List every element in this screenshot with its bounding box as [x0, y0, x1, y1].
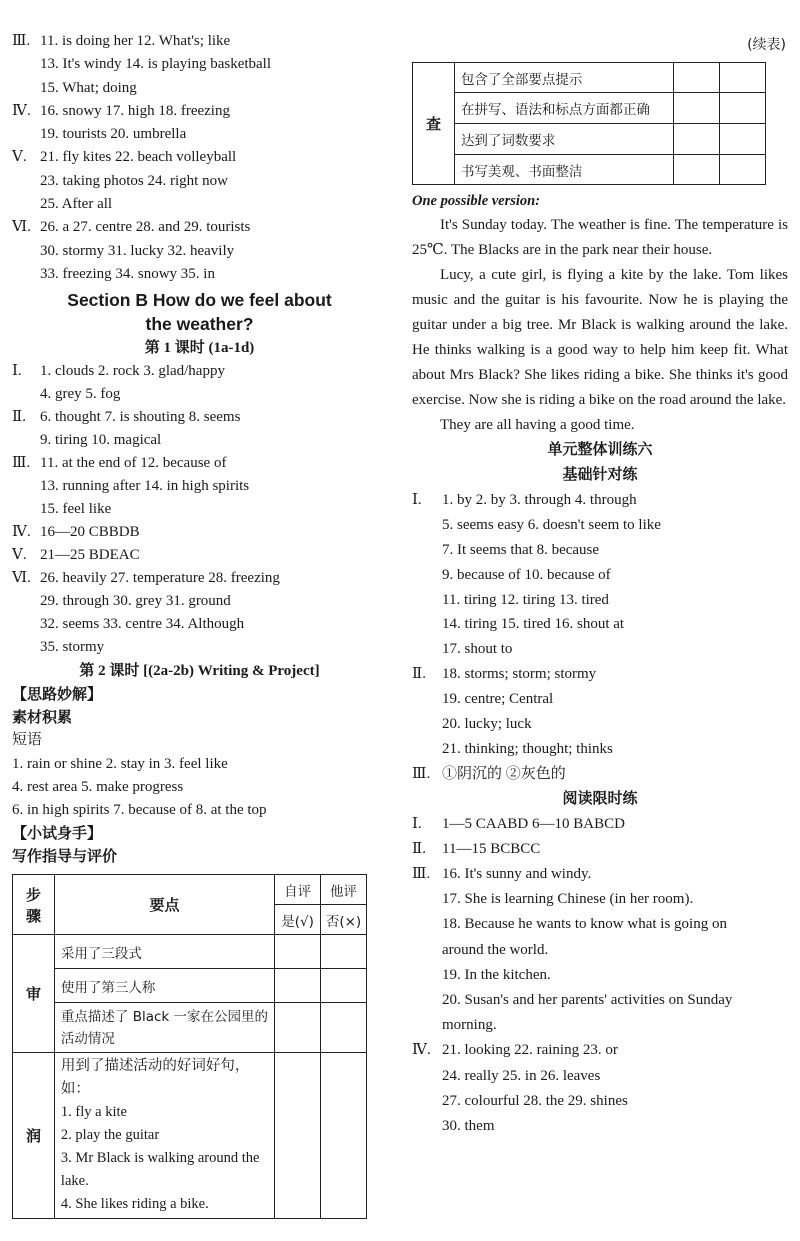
answer-line: [412, 1038, 788, 1063]
section-title-line-2: the weather?: [145, 314, 254, 335]
answer-text: 11—15 BCBCC: [442, 840, 541, 857]
answer-text: 9. tiring 10. magical: [40, 432, 162, 449]
answer-text: 9. because of 10. because of: [442, 566, 611, 583]
answer-text: 13. running after 14. in high spirits: [40, 478, 250, 495]
header-yes: 是(√): [275, 905, 321, 935]
section-title-line-1: Section B How do we feel about: [67, 290, 332, 311]
left-column: [12, 30, 387, 1219]
material-heading: 素材积累: [12, 708, 73, 727]
roman-numeral: Ⅱ.: [12, 409, 26, 426]
answer-text: 17. She is learning Chinese (in her room).: [442, 891, 694, 908]
answer-text: 25. After all: [40, 196, 113, 213]
phrase-line: 1. rain or shine 2. stay in 3. feel like: [12, 755, 228, 772]
answer-text: 21. thinking; thought; thinks: [442, 740, 613, 757]
roman-numeral: Ⅲ.: [412, 765, 431, 782]
roman-numeral: Ⅵ.: [12, 570, 31, 587]
roman-numeral: Ⅰ.: [12, 363, 22, 380]
step-shen: 审: [13, 935, 55, 1053]
answer-text: 19. tourists 20. umbrella: [40, 126, 187, 143]
answer-text: 21—25 BDEAC: [40, 547, 140, 564]
answer-text: 24. really 25. in 26. leaves: [442, 1067, 601, 1084]
header-self-eval: 自评: [275, 875, 321, 905]
section-title: [12, 288, 387, 336]
essay-paragraph: They are all having a good time.: [440, 417, 635, 433]
point-cell: 包含了全部要点提示: [454, 63, 673, 93]
point-cell: 重点描述了 Black 一家在公园里的活动情况: [54, 1003, 274, 1053]
answer-line: [412, 1013, 788, 1038]
answer-text: 14. tiring 15. tired 16. shout at: [442, 616, 625, 633]
example-item: 3. Mr Black is walking around the lake.: [60, 1150, 260, 1190]
answer-line: [412, 812, 788, 837]
example-item: 4. She likes riding a bike.: [60, 1196, 209, 1213]
roman-numeral: Ⅲ.: [12, 455, 31, 472]
answer-text: 4. grey 5. fog: [40, 386, 121, 403]
answer-text: 11. tiring 12. tiring 13. tired: [442, 591, 609, 608]
phrase-line: 4. rest area 5. make progress: [12, 778, 184, 795]
right-column: [412, 36, 788, 1139]
answer-line: [12, 521, 387, 544]
header-step: 步骤: [13, 875, 55, 935]
answer-line: [12, 263, 387, 286]
answer-text: 15. feel like: [40, 501, 112, 518]
roman-numeral: Ⅵ.: [12, 219, 31, 236]
answer-text: 30. stormy 31. lucky 32. heavily: [40, 242, 235, 259]
essay-paragraph: Lucy, a cute girl, is flying a kite by the lake. Tom likes music and the guitar is his favourite. Now he is playing the guitar under a big tree. Mr Black is walking around the lake. He thinks walking is a good way to help him keep fit. What about Mrs Black? She likes riding a bike. She thinks it's good exercise. Now she is riding a bike on the road around the lake.: [412, 267, 788, 408]
answer-line: [12, 498, 387, 521]
roman-numeral: Ⅳ.: [412, 1042, 431, 1059]
answer-text: 27. colourful 28. the 29. shines: [442, 1092, 628, 1109]
answer-line: [412, 1114, 788, 1139]
answer-line: [412, 938, 788, 963]
roman-numeral: Ⅰ.: [412, 492, 422, 508]
answer-line: [12, 216, 387, 239]
answer-line: [412, 612, 788, 637]
answer-text: 15. What; doing: [40, 79, 137, 96]
answer-line: [412, 837, 788, 862]
roman-numeral: Ⅳ.: [12, 102, 31, 119]
roman-numeral: Ⅰ.: [412, 815, 422, 832]
answer-line: [412, 1064, 788, 1089]
answer-line: [412, 988, 788, 1013]
step-cha: 查: [413, 63, 455, 185]
roman-numeral: Ⅲ.: [412, 866, 431, 883]
answer-line: [12, 636, 387, 659]
answer-text: 35. stormy: [40, 639, 105, 656]
answer-text: 18. Because he wants to know what is going on: [442, 916, 727, 933]
answer-line: [12, 590, 387, 613]
answer-line: [12, 567, 387, 590]
answer-text: 11. is doing her 12. What's; like: [40, 33, 231, 49]
answer-line: [412, 712, 788, 737]
header-peer-eval: 他评: [321, 875, 367, 905]
answer-text: 21. fly kites 22. beach volleyball: [40, 149, 237, 166]
answer-line: [12, 30, 387, 53]
continued-label: (续表): [747, 37, 786, 53]
answer-line: [12, 100, 387, 123]
answer-line: [412, 1089, 788, 1114]
answer-line: [412, 488, 788, 513]
answer-line: [412, 588, 788, 613]
point-cell: 达到了词数要求: [454, 124, 673, 155]
phrase-line: 6. in high spirits 7. because of 8. at the top: [12, 802, 267, 819]
reading-practice-title: 阅读限时练: [562, 790, 638, 807]
point-cell: 书写美观、书面整洁: [454, 155, 673, 185]
answer-text: 26. heavily 27. temperature 28. freezing: [40, 570, 280, 587]
roman-numeral: Ⅲ.: [12, 33, 31, 49]
evaluation-table-continued: [412, 62, 766, 185]
answer-line: [12, 613, 387, 636]
answer-text: around the world.: [442, 941, 549, 958]
answer-block-section-a: [12, 30, 387, 286]
answer-text: 20. lucky; luck: [442, 716, 532, 733]
header-no: 否(×): [321, 905, 367, 935]
guide-heading: 写作指导与评价: [12, 847, 118, 866]
basic-practice-title: 基础针对练: [562, 467, 638, 483]
answer-block-lesson-1: [12, 360, 387, 659]
answer-line: [12, 452, 387, 475]
answer-line: [412, 963, 788, 988]
answer-line: [412, 737, 788, 762]
step-run: 润: [13, 1053, 55, 1219]
answer-line: [412, 662, 788, 687]
answer-text: 23. taking photos 24. right now: [40, 172, 228, 189]
roman-numeral: Ⅱ.: [412, 666, 426, 683]
answer-line: [12, 53, 387, 76]
roman-numeral: Ⅴ.: [12, 149, 27, 166]
try-heading: 【小试身手】: [12, 824, 103, 843]
roman-numeral: Ⅳ.: [12, 524, 31, 541]
answer-line: [412, 862, 788, 887]
answer-line: [12, 475, 387, 498]
answer-text: 6. thought 7. is shouting 8. seems: [40, 409, 241, 426]
answer-block-reading: [412, 812, 788, 1139]
answer-line: [12, 146, 387, 169]
answer-block-basic: [412, 488, 788, 787]
answer-text: 20. Susan's and her parents' activities on Sunday: [442, 992, 733, 1008]
answer-line: [12, 360, 387, 383]
answer-line: [412, 637, 788, 662]
lesson-1-heading: 第 1 课时 (1a-1d): [144, 340, 255, 357]
answer-line: [12, 170, 387, 193]
answer-text: 19. In the kitchen.: [442, 966, 551, 983]
answer-line: [12, 77, 387, 100]
essay-paragraph: It's Sunday today. The weather is fine. The temperature is 25℃. The Blacks are in the park near their house.: [412, 217, 788, 258]
answer-text: morning.: [442, 1017, 497, 1034]
answer-text: 1. by 2. by 3. through 4. through: [442, 492, 637, 508]
answer-text: 29. through 30. grey 31. ground: [40, 593, 231, 610]
answer-line: [12, 544, 387, 567]
answer-text: 19. centre; Central: [442, 691, 554, 708]
answer-text: 5. seems easy 6. doesn't seem to like: [442, 516, 661, 533]
answer-line: [412, 513, 788, 538]
examples-intro: 用到了描述活动的好词好句，如：: [60, 1058, 250, 1098]
answer-text: 16. snowy 17. high 18. freezing: [40, 102, 230, 119]
answer-text: 33. freezing 34. snowy 35. in: [40, 265, 215, 282]
answer-line: [12, 406, 387, 429]
roman-numeral: Ⅱ.: [412, 840, 426, 857]
answer-line: [412, 687, 788, 712]
answer-line: [12, 240, 387, 263]
point-cell: 使用了第三人称: [54, 969, 274, 1003]
answer-line: [412, 762, 788, 787]
answer-text: 17. shout to: [442, 641, 513, 658]
answer-text: 32. seems 33. centre 34. Although: [40, 616, 245, 633]
roman-numeral: Ⅴ.: [12, 547, 27, 564]
example-item: 1. fly a kite: [60, 1104, 127, 1121]
point-cell-examples: [54, 1053, 274, 1219]
answer-text: 1—5 CAABD 6—10 BABCD: [442, 815, 625, 832]
answer-line: [412, 887, 788, 912]
example-item: 2. play the guitar: [60, 1127, 160, 1144]
answer-text: 7. It seems that 8. because: [442, 541, 600, 558]
answer-text: 16. It's sunny and windy.: [442, 866, 592, 883]
answer-line: [412, 563, 788, 588]
point-cell: 在拼写、语法和标点方面都正确: [454, 93, 673, 124]
answer-text: 30. them: [442, 1117, 495, 1134]
answer-line: [12, 383, 387, 406]
lesson-2-heading: 第 2 课时 [(2a-2b) Writing & Project]: [79, 663, 320, 680]
answer-text: 11. at the end of 12. because of: [40, 455, 227, 472]
answer-line: [12, 123, 387, 146]
idea-heading: 【思路妙解】: [12, 685, 103, 704]
unit-title: 单元整体训练六: [547, 442, 653, 458]
answer-text: 1. clouds 2. rock 3. glad/happy: [40, 363, 225, 380]
evaluation-table: [12, 874, 367, 1219]
header-point: 要点: [54, 875, 274, 935]
answer-text: 13. It's windy 14. is playing basketball: [40, 56, 272, 73]
version-label: One possible version:: [412, 193, 541, 209]
answer-text: 21. looking 22. raining 23. or: [442, 1042, 618, 1059]
answer-line: [412, 538, 788, 563]
point-cell: 采用了三段式: [54, 935, 274, 969]
answer-text: 16—20 CBBDB: [40, 524, 140, 541]
phrase-label: 短语: [12, 732, 43, 749]
answer-text: 26. a 27. centre 28. and 29. tourists: [40, 219, 251, 236]
answer-line: [12, 193, 387, 216]
answer-text: ①阴沉的 ②灰色的: [442, 765, 566, 782]
answer-line: [12, 429, 387, 452]
answer-text: 18. storms; storm; stormy: [442, 666, 597, 683]
answer-line: [412, 912, 788, 937]
